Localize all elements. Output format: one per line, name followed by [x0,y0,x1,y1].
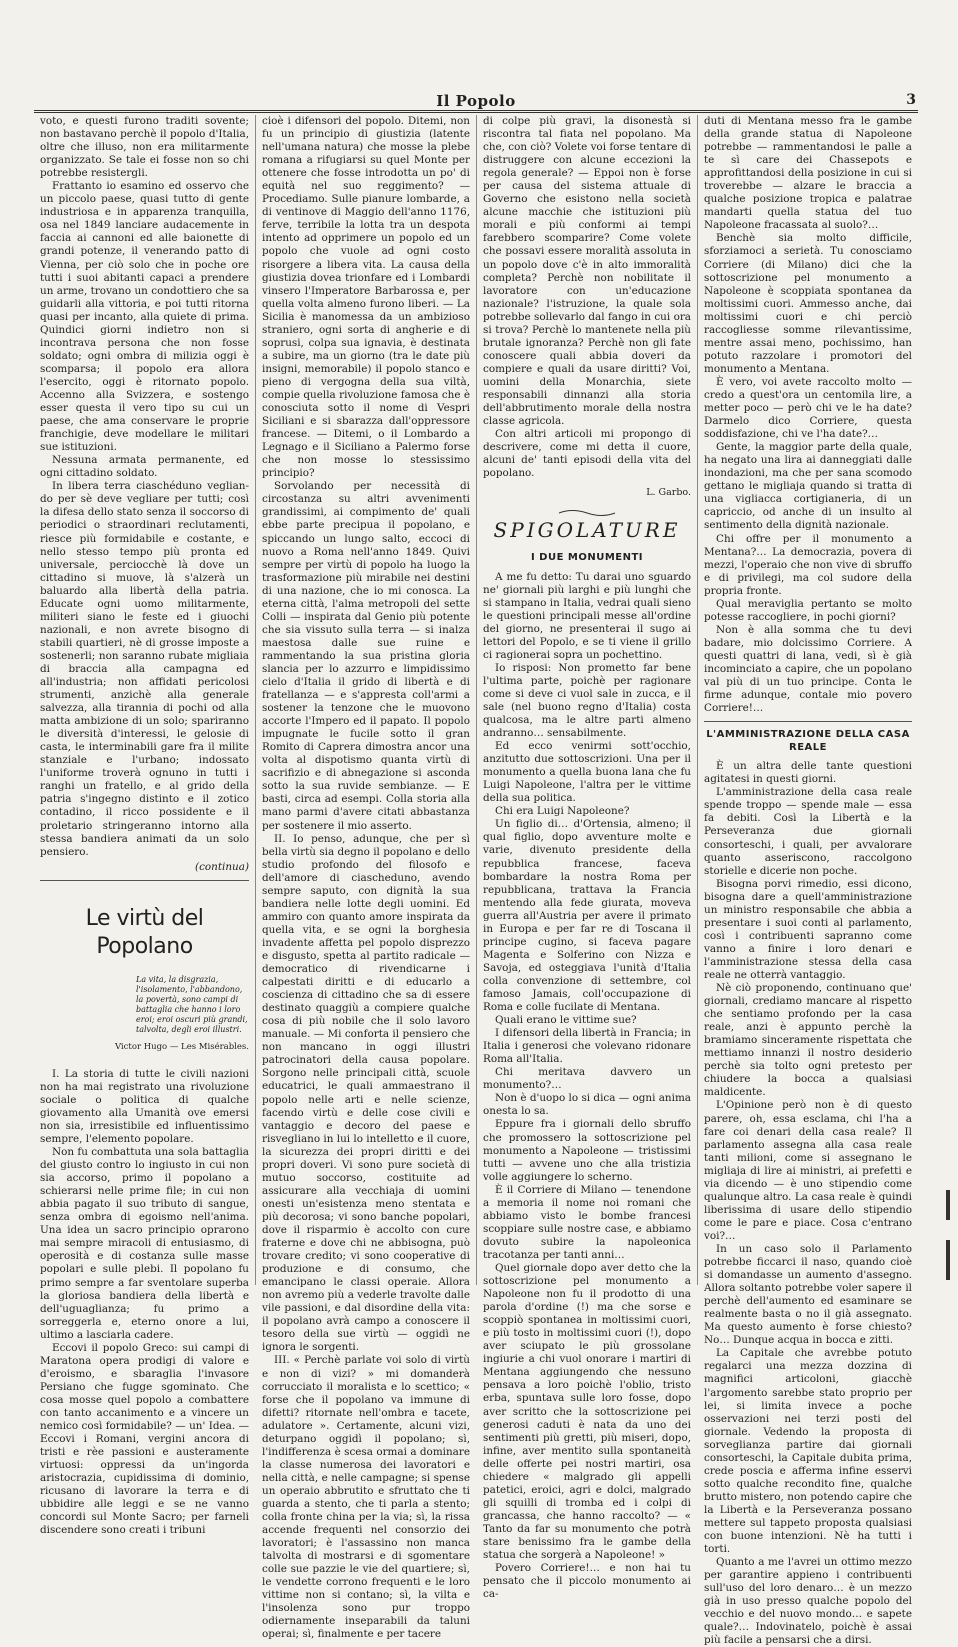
paragraph: Gente, la maggior parte della quale, ha negato una lira ai danneggiati dalle inondazioni, ma che per sana scomodo gettano le migliaja quando si tratta di una vigliacca cortigianeria, di un capriccio, od anche di un insulto al sentimento della dignità nazionale. [704,441,912,532]
paragraph: Non è alla somma che tu devi badare, mio dolcissimo Corriere. A questi quattri di lana, vedi, sì è già incominciato a capire, che un popolano val più di un tuo principe. Conta le firme adunque, contale mio povero Corriere!… [704,623,912,715]
epigraph: La vita, la disgrazia, l'isolamento, l'abbandono, la povertà, sono campi di battaglia che hanno i loro eroi; eroi oscuri più grandi, talvolta, degli eroi illustri. [136,974,248,1034]
paragraph: Bisogna porvi rimedio, essi dicono, bisogna dare a quell'amministrazione un ministro responsabile che abbia a presentare i suoi conti al parlamento, così i contribuenti sapranno come vanno a finire i loro denari e l'amministrazione stessa della casa reale ne otterrà vantaggio. [704,877,912,981]
scan-edge-mark [946,1240,950,1280]
column-2 [255,115,476,1641]
page-header [34,88,918,113]
columns [34,115,918,1647]
paragraph: Sorvolando per necessità di circostanza su altri avvenimenti grandissimi, ai compimento de' quali ebbe parte precipua il popolano, e spiccando un lungo salto, eccoci di nuovo a Roma nell'anno 1849. Quivi sempre per virtù di popolo ha luogo la trasformazione più mirabile nei destini di una nazione, che io mi conosca. La eterna città, l'alma metropoli del sette Colli — inspirata dal Genio più potente che sia vissuto sulla terra — si inalza maestosa dalle sue ruine e rammentando la sua pristina gloria slancia per lo azzurro e limpidissimo cielo d'Italia il grido di libertà e di fratellanza — e s'appresta coll'armi a sostener la tenzone che le muovono accorte l'Impero ed il papato. Il popolo impugnate le fucile sotto il gran Romito di Caprera dimostra ancor una volta al dispotismo quanta virtù di sacrifizio e di abnegazione si asconda sotto la sua ruvide sembianze. — E basti, circa ad esempi. Colla storia alla mano parmi d'avere citati abbastanza per sostenere il mio asserto. [262,480,470,832]
paragraph: Con altri articoli mi propongo di descrivere, come mi detta il cuore, alcuni de' tanti episodi della vita del popolano. [483,428,691,480]
paragraph: duti di Mentana messo fra le gambe della grande statua di Napoleone potrebbe — rammentandosi le palle a te sì care dei Chassepots e approfittandosi della posizione in cui si troverebbe — alzare le braccia a qualche posizione tropica e palatrae mandarti quella statua del tuo Napoleone fracassata al suolo?… [704,115,912,232]
article-title: Le virtù del Popolano [85,905,204,959]
paragraph: Chi meritava davvero un monumento?… [483,1066,691,1092]
paragraph: Un figlio di… d'Ortensia, almeno; il qual figlio, dopo avventure molte e varie, divenuto presidente della repubblica francese, faceva bombardare la nostra Roma per repubblicana, trattava la Francia mentendo alla fede giurata, moveva guerra all'Austria per avere il primato in Europa e per far re di Toscana il principe cugino, si faceva pagare Magenta e Solferino con Nizza e Savoja, ed osteggiava l'unità d'Italia colla convenzione di settembre, col famoso Jamais, coll'occupazione di Roma e colle fucilate di Mentana. [483,818,691,1014]
article-subtitle: L'AMMINISTRAZIONE DELLA CASA REALE [706,729,910,754]
paragraph: Non è d'uopo lo si dica — ogni anima onesta lo sa. [483,1092,691,1118]
paragraph: Chi offre per il monumento a Mentana?… La democrazia, povera di mezzi, l'operaio che non vive di sbruffo e di privilegi, ma col sudore della propria fronte. [704,532,912,597]
paragraph: Frattanto io esamino ed osservo che un piccolo paese, quasi tutto di gente industriosa e in apparenza tranquilla, osa nel 1849 lanciare audacemente in faccia ai cannoni ed alle baionette di grandi potenze, il venerando patto di Vienna, per ciò solo che in poche ore tutti i suoi abitanti capaci a prendere un arme, trovano un condottiero che sa guidarli alla vittoria, e poi tutti ritorna quasi per incanto, alla quiete di prima. Quindici giorni indietro non si incontrava persona che non fosse soldato; ogni ombra di milizia oggi è scomparsa; il popolo era allora l'esercito, oggi è ritornato popolo. Accenno alla Svizzera, e sostengo esser questa il vero tipo su cui un paese, che ama conservare le proprie franchigie, deve modellare le militari sue istituzioni. [40,180,249,454]
ornament-icon [557,509,617,517]
continua-note: (continua) [195,860,249,873]
paragraph: Io risposi: Non prometto far bene l'ultima parte, poichè per ragionare come si deve ci vuol sale in zucca, e il sale (nel buono regno d'Italia) costa qualcosa, ma le altre parti almeno andranno… sensabilmente. [483,661,691,740]
paragraph: Povero Corriere!… e non hai tu pensato che il piccolo monumento ai ca- [483,1562,691,1601]
newspaper-title: Il Popolo [436,92,516,110]
paragraph: di colpe più gravi, la disonestà si riscontra tal fiata nel popolano. Ma che, con ciò? Volete voi forse tentare di distruggere con alcune eccezioni la regola generale? — Eppoi non è forse per causa del sistema attuale di Governo che esistono nella società alcune macchie che istituzioni più morali e più conformi ai tempi farebbero scomparire? Come volete che possavi essere moralità assoluta in un popolo dove c'è in alto immoralità completa? Perchè non nobilitate il lavoratore con un'educazione nazionale? l'istruzione, la quale sola potrebbe sollevarlo dal fango in cui ora si trova? Perchè lo mantenete nella più brutale ignoranza? Perchè non gli fate conoscere quali abbia doveri da compiere e quali da usare diritti? Voi, uomini della Monarchia, siete responsabili dinnanzi alla storia dell'abbrutimento morale della nostra classe agricola. [483,115,691,428]
paragraph: Quel giornale dopo aver detto che la sottoscrizione pel monumento a Napoleone non fu il prodotto di una parola d'ordine (!) ma che sorse e scoppiò spontanea in moltissimi cuori, e più tosto in moltissimi cuori (!), dopo aver sciupato le più grossolane ingiurie a chi vuol onorare i martiri di Mentana aggiungendo che nessuno pensava a loro poichè l'oblio, tristo erba, spuntava sulle loro fosse, dopo aver scritto che la sottoscrizione pei generosi caduti è nata da uno dei sentimenti più gretti, più miseri, dopo, infine, aver mentito sulla spontaneità delle offerte pei nostri martiri, osa chiedere « malgrado gli appelli patetici, eroici, agri e dolci, malgrado gli squilli di tromba ed i colpi di grancassa, che hanno raccolto? — « Tanto da far su monumento che potrà stare benissimo fra le gambe della statua che sorgerà a Napoleone! » [483,1261,691,1562]
paragraph: In libera terra ciaschéduno veglian-do per sè deve vegliare per tutti; così la difesa dello stato senza il soccorso di periodici o straordinari reclutamenti, riesce più formidabile e costante, e nello stesso tempo più pronta ed universale, perciocchè là dove un cittadino si muove, là s'alzerà un baluardo alla libertà della patria. Educate ogni uomo militarmente, militeri siano le feste ed i giuochi nazionali, e non avrete bisogno di stabili quartieri, nè di grosse imposte a sostenerli; non saranno rubate migliaia di braccia alla campagna ed all'industria; non affidati pericolosi strumenti, anzichè alla generale salvezza, alla tirannia di pochi od alla matta ambizione di un solo; spariranno le diversità d'interessi, le gelosie di casta, le interminabili gare fra il milite stanziale e l'urbano; indossato l'uniforme troverà ognuno in tutti i ranghi un fratello, e al grido della patria s'ingegno distinto e il zotico contadino, il ricco possidente e il proletario stringeranno intorno alla stessa bandiera animati da un solo pensiero. [40,480,249,858]
paragraph: I. La storia di tutte le civili nazioni non ha mai registrato una rivoluzione sociale o politica di qualche giovamento alla Umanità ove emersi non sia, irresistibile ed influentissimo sempre, l'elemento popolare. [40,1067,249,1145]
paragraph: Quanto a me l'avrei un ottimo mezzo per garantire appieno i contribuenti sull'uso del loro denaro… è un mezzo già in uso presso qualche popolo del vecchio e del nuovo mondo… e sapete quale?… Indovinatelo, poichè è assai più facile a pensarsi che a dirsi. [704,1556,912,1647]
epigraph-author: Victor Hugo — Les Misérables. [114,1041,249,1052]
paragraph: Benchè sia molto difficile, sforziamoci a serietà. Tu conosciamo Corriere (di Milano) dici che la sottoscrizione pel monumento a Napoleone è scoppiata spontanea da moltissimi cuori. Ammesso anche, dai moltissimi cuori e chi perciò raccogliesse somme rilevantissime, mentre assai meno, pochissimo, han potuto razzolare i promotori del monumento a Mentana. [704,232,912,375]
article-subtitle: I DUE MONUMENTI [530,552,644,564]
paragraph: L'amministrazione della casa reale spende troppo — spende male — essa fa debiti. Così la Libertà e la Perseveranza due giornali consorteschi, i quali, per avvalorare quanto asseriscono, raccolgono storielle e dicerie non poche. [704,786,912,877]
paragraph: Qual meraviglia pertanto se molto potesse raccogliere, in pochi giorni? [704,597,912,623]
page-number: 3 [906,92,916,108]
paragraph: III. « Perchè parlate voi solo di virtù e non di vizi? » mi domanderà corrucciato il moralista e lo scettico; « forse che il popolano va immune di difetti? ritornate nell'ombra e tacete, adulatore ». Certamente, alcuni vizi, deturpano oggidì il popolano; sì, l'indifferenza è scesa ormai a dominare la classe numerosa dei lavoratori e nella città, e nelle campagne; si spense un operaio abbrutito e sfruttato che ti guarda a stento, che ti parla a stento; colla fronte china per la via; sì, la rissa accende frequenti nel consorzio dei lavoratori; è l'assassino non manca talvolta di mostrarsi e di sgomentare colle sue pazzie le vie del quartiere; sì, le vendette corrono frequenti e le loro vittime non si contano; sì, la vilta e l'insolenza sono pur troppo odiernamente inseparabili da taluni operai; sì, finalmente e per tacere [262,1354,470,1641]
paragraph: Nessuna armata permanente, ed ogni cittadino soldato. [40,454,249,480]
paragraph: voto, e questi furono traditi sovente; non bastavano perchè il popolo d'Italia, oltre che illuso, non era militarmente organizzato. Se tale ei fosse non so chi potrebbe resistergli. [40,115,249,180]
scan-edge-mark [946,1190,950,1220]
paragraph: L'Opinione però non è di questo parere, oh, essa esclama, chi l'ha a fare coi denari della casa reale? Il parlamento assegna alla casa reale tanti milioni, come si assegnano le migliaja di lire ai ministri, ai prefetti e via dicendo — è uno stipendio come qualunque altro. La casa reale è quindi liberissima di usare dello stipendio come le pare e piace. Cosa c'entrano voi?… [704,1099,912,1242]
paragraph: Non fu combattuta una sola battaglia del giusto contro lo ingiusto in cui non sia accorso, primo il popolano a schierarsi nelle prime file; in cui non abbia pagato il suo tributo di sangue, senza ombra di egoismo nell'anima. Una idea un sacro principio oprarono mai sempre miracoli di entusiasmo, di operosità e di costanza sulle masse popolari e sulle plebi. Il popolano fu primo sempre a far sventolare superba la gloriosa bandiera della libertà e dell'uguaglianza; fu primo a sorreggerla e, eterno onore a lui, ultimo a lasciarla cadere. [40,1146,249,1341]
paragraph: Eccovi il popolo Greco: sui campi di Maratona opera prodigi di valore e d'eroismo, e sbaraglia l'invasore Persiano che fugge sgominato. Che cosa mosse quel popolo a combattere con tanto accanimento e a vincere un nemico così formidabile? — un' Idea. — Eccovi i Romani, vergini ancora di tristi e rèe passioni e austeramente virtuosi: oppressi da un'ingorda aristocrazia, cupidissima di dominio, ricusano di lavorare la terra e di ubbidire alle leggi e se ne vanno concordi sul Monte Sacro; per farneli discendere sono creati i tribuni [40,1341,249,1537]
column-1 [34,115,255,1537]
paragraph: Chi era Luigi Napoleone? [495,805,630,818]
paragraph: Quali erano le vittime sue? [495,1014,637,1027]
paragraph: È un altra delle tante questioni agitatesi in questi giorni. [704,760,912,786]
signature: L. Garbo. [646,487,691,499]
section-title: SPIGOLATURE [493,518,681,543]
paragraph: La Capitale che avrebbe potuto regalarci una mezza dozzina di magnifici articoloni, giacchè l'argomento sarebbe stato proprio per lei, si limita invece a poche osservazioni nei terzi posti del giornale. Vedendo la proposta di sorveglianza partire dai giornali consorteschi, la Capitale dubita prima, crede poscia e afferma infine esservi sotto qualche recondito fine, qualche brutto mistero, non potendo capire che la Libertà e la Perseveranza possano mettere sul tappeto proposta qualsiasi con buone intenzioni. Nè ha tutti i torti. [704,1347,912,1556]
divider [704,721,912,722]
divider [40,880,249,881]
paragraph: In un caso solo il Parlamento potrebbe ficcarci il naso, quando cioè si domandasse un aumento d'assegno. Allora soltanto potrebbe voler sapere il perchè dell'aumento ed esaminare se realmente basta o no il già assegnato. Ma questo aumento è forse chiesto? No… Dunque acqua in bocca e zitti. [704,1242,912,1347]
paragraph: A me fu detto: Tu darai uno sguardo ne' giornali più larghi e più lunghi che si stampano in Italia, vedrai quali sieno le questioni principali messe all'ordine del giorno, ne presenterai il sugo ai lettori del Popolo, e se ti viene il grillo ci ragionerai sopra un pochettino. [483,570,691,661]
paragraph: cioè i difensori del popolo. Ditemi, non fu un principio di giustizia (latente nell'umana natura) che mosse la plebe romana a rifugiarsi su quel Monte per ottenere che fosse introdotta un po' di equità nel suo reggimento? — Procediamo. Sulle pianure lombarde, a di ventinove di Maggio dell'anno 1176, ferve, terribile la lotta tra un despota intento ad opprimere un popolo ed un popolo che vuole ad ogni costo risorgere a libera vita. La causa della giustizia dovea trionfare ed i Lombardi vinsero l'Imperatore Barbarossa e, per quella volta almeno furono liberi. — La Sicilia è manomessa da un ambizioso straniero, ogni sorta di angherie e di soprusi, colpa sua ignavia, è destinata a subire, ma un giorno (tra le date più insigni, memorabile) il popolo stanco e pieno di vergogna della sua viltà, compie quella rivoluzione famosa che è conosciuta sotto il nome di Vespri Siciliani e si sbarazza dall'oppressore francese. — Ditemi, o il Lombardo a Legnago e il Siciliano a Palermo forse che non mosse lo stessissimo principio? [262,115,470,480]
paragraph: Eppure fra i giornali dello sbruffo che promossero la sottoscrizione pel monumento a Napoleone — tristissimi tutti — avvene uno che alla tristizia volle aggiungere lo scherno. [483,1118,691,1183]
paragraph: È il Corriere di Milano — tenendone a memoria il nome noi romani che abbiamo visto le bombe francesi scoppiare sulle nostre case, e abbiamo dovuto subire la napoleonica tracotanza per tanti anni… [483,1183,691,1261]
paragraph: Nè ciò proponendo, continuano que' giornali, crediamo mancare al rispetto che sentiamo profondo per la casa reale, anzi è appunto perchè la bramiamo sinceramente rispettata che mettiamo innanzi il nostro desiderio perchè sia tolto ogni pretesto per chiudere la bocca a qualsiasi maldicente. [704,982,912,1099]
paragraph: È vero, voi avete raccolto molto — credo a quest'ora un centomila lire, a metter poco — però chi ve le ha date? Darmelo dico Corriere, questa soddisfazione, chi ve l'ha date?… [704,375,912,441]
paragraph: II. Io penso, adunque, che per sì bella virtù sia degno il popolano e dello studio profondo del filosofo e dell'amore di ciascheduno, avendo sempre saputo, con dignità la sua bandiera nelle lotte degli uomini. Ed ammiro con quanto amore inspirata da quella vita, e se ogni la borghesia invadente affetta pel popolo disprezzo e disgusto, spetta al partito radicale — democratico di rivendicarne i calpestati diritti e di educarlo a coscienza di cittadino che sa di essere destinato quaggiù a compiere qualche cosa di più nobile che il solo lavoro manuale. — Mi conforta il pensiero che non mancano in oggi illustri patrocinatori della causa popolare. Sorgono nelle principali città, scuole educatrici, le quali ammaestrano il popolo nelle arti e nelle scienze, facendo virtù e delle cose civili e vantaggio e decoro del paese e risvegliano in lui lo intelletto e il cuore, la sicurezza dei propri diritti e dei propri doveri. Vi sono pure società di mutuo soccorso, costituite ad assicurare alla vecchiaja di uomini onesti un'esistenza meno stentata e più decorosa; vi sono banche popolari, dove il risparmio è accolto con cure fraterne e dove chi ne abbisogna, può trovare credito; vi sono cooperative di produzione e di consumo, che emancipano le classi operaie. Allora non avremo più a vederle travolte dalle vile passioni, e dal disordine della vita: il popolano avrà campo a conoscere il tesoro della sue virtù — oggidì ne ignora le sorgenti. [262,832,470,1354]
paragraph: Ed ecco venirmi sott'occhio, anzitutto due sottoscrizioni. Una per il monumento a quella buona lana che fu Luigi Napoleone, l'altra per le vittime della sua politica. [483,740,691,805]
column-3 [476,115,697,1601]
column-4 [697,115,918,1647]
paragraph: I difensori della libertà in Francia; in Italia i generosi che volevano ridonare Roma all'Italia. [483,1027,691,1066]
